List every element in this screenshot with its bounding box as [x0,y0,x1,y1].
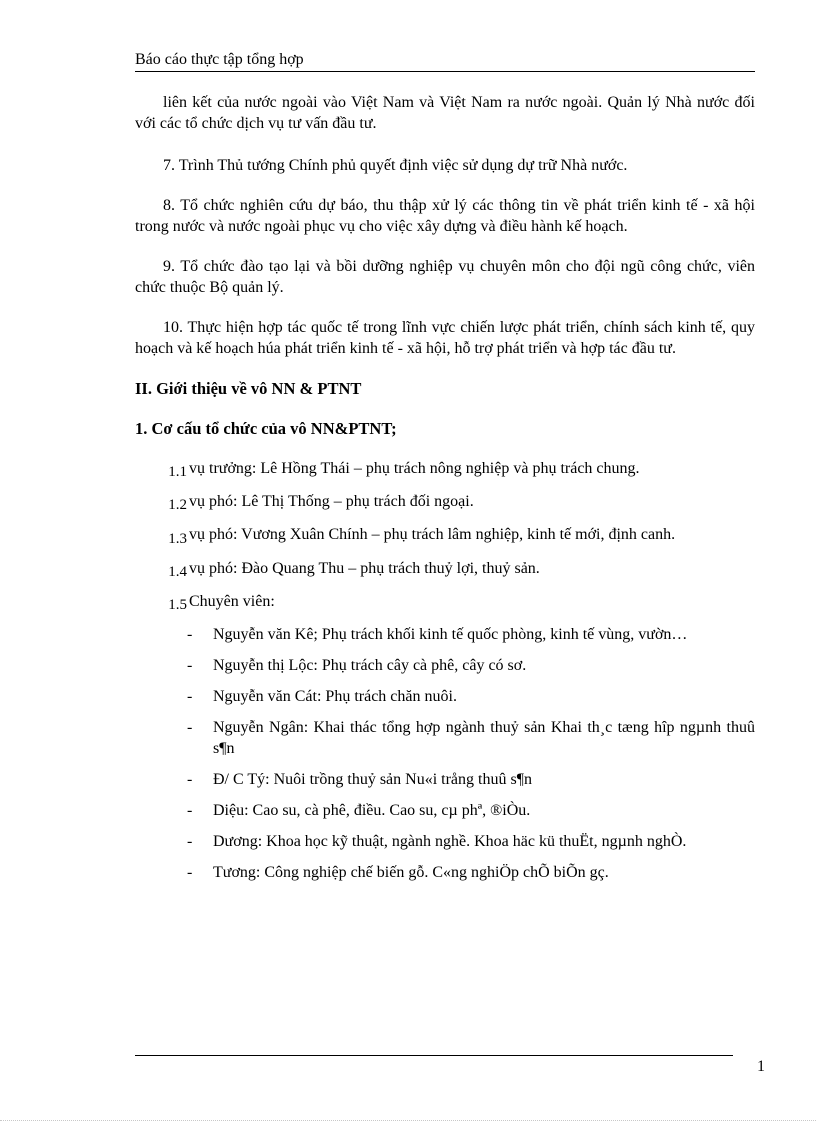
bullet-dash: - [187,802,193,819]
staff-text: Đ/ C Tý: Nuôi trồng thuỷ sản Nu«i trång thuû s¶n [213,771,532,788]
staff-item [187,655,755,676]
staff-item [187,831,755,852]
list-item [135,458,755,479]
staff-item [187,686,755,707]
staff-item [187,769,755,790]
staff-list [187,624,755,883]
item-text: vụ phó: Lê Thị Thống – phụ trách đối ngoại. [189,493,474,510]
paragraph: 9. Tổ chức đào tạo lại và bồi dưỡng nghiệp vụ chuyên môn cho đội ngũ công chức, viên chức thuộc Bộ quản lý. [135,258,755,296]
subsection-heading: 1. Cơ cấu tổ chức của vô NN&PTNT; [135,419,397,438]
header-title: Báo cáo thực tập tổng hợp [135,51,304,68]
staff-item [187,800,755,821]
page-number: 1 [757,1058,765,1075]
bullet-dash: - [187,657,193,674]
bullet-dash: - [187,626,193,643]
item-text: vụ phó: Đào Quang Thu – phụ trách thuỷ lợi, thuỷ sản. [189,560,540,577]
page-header [135,50,755,72]
list-item [135,591,755,612]
paragraph: 7. Trình Thủ tướng Chính phủ quyết định việc sử dụng dự trữ Nhà nước. [163,157,628,174]
paragraph: liên kết của nước ngoài vào Việt Nam và Việt Nam ra nước ngoài. Quản lý Nhà nước đối với các tổ chức dịch vụ tư vấn đầu tư. [135,94,755,132]
item-number: 1.4 [168,564,187,580]
bullet-dash: - [187,833,193,850]
list-item [135,558,755,579]
item-number: 1.1 [168,464,187,480]
staff-item [187,717,755,759]
item-number: 1.2 [168,497,187,513]
staff-text: Nguyễn Ngân: Khai thác tổng hợp ngành thuỷ sản Khai th¸c tæng hîp ngµnh thuû s¶n [213,719,755,757]
item-text: vụ trưởng: Lê Hồng Thái – phụ trách nông nghiệp và phụ trách chung. [189,460,640,477]
bullet-dash: - [187,771,193,788]
item-number: 1.5 [168,597,187,613]
list-item [135,491,755,512]
item-number: 1.3 [168,531,187,547]
bullet-dash: - [187,719,193,736]
staff-text: Tương: Công nghiệp chế biến gỗ. C«ng nghiÖp chÕ biÕn gç. [213,864,609,881]
staff-text: Nguyễn thị Lộc: Phụ trách cây cà phê, cây có sơ. [213,657,527,674]
bullet-dash: - [187,688,193,705]
paragraph: 8. Tổ chức nghiên cứu dự báo, thu thập xử lý các thông tin về phát triển kinh tế - xã hội trong nước và nước ngoài phục vụ cho việc xây dựng và điều hành kế hoạch. [135,197,755,235]
staff-text: Diệu: Cao su, cà phê, điều. Cao su, cµ phª, ®iÒu. [213,802,531,819]
staff-item [187,862,755,883]
bullet-dash: - [187,864,193,881]
item-text: vụ phó: Vương Xuân Chính – phụ trách lâm nghiệp, kinh tế mới, định canh. [189,526,676,543]
list-item [135,524,755,546]
section-heading: II. Giới thiệu về vô NN & PTNT [135,379,362,398]
staff-text: Nguyễn văn Cát: Phụ trách chăn nuôi. [213,688,457,705]
staff-text: Dương: Khoa học kỹ thuật, ngành nghề. Khoa häc kü thuËt, ngµnh nghÒ. [213,833,687,850]
staff-text: Nguyễn văn Kê; Phụ trách khối kinh tế quốc phòng, kinh tế vùng, vườn… [213,626,688,643]
item-text: Chuyên viên: [189,593,275,610]
footer-divider [135,1055,733,1056]
document-body [135,92,755,893]
paragraph: 10. Thực hiện hợp tác quốc tế trong lĩnh vực chiến lược phát triển, chính sách kinh tế, quy hoạch và kế hoạch húa phát triển kinh tế - xã hội, hỗ trợ phát triển và hợp tác đầu tư. [135,319,755,357]
page-bottom-border [0,1120,816,1121]
staff-item [187,624,755,645]
